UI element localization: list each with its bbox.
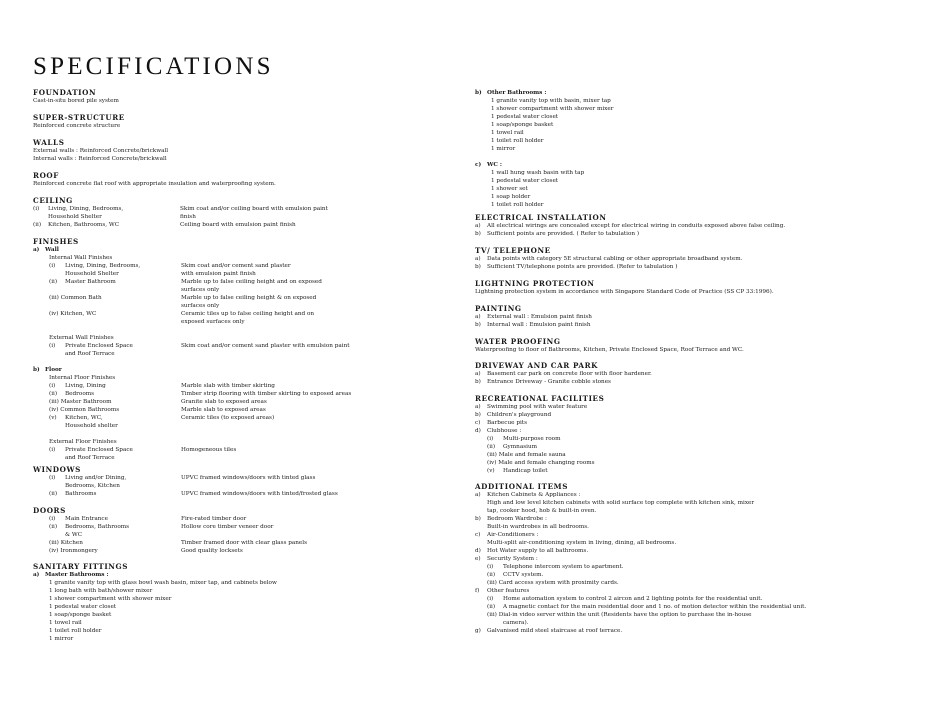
spec-line — [33, 221, 296, 229]
spec-text: 1 mirror — [491, 146, 516, 152]
spec-text: Timber strip flooring with timber skirting to exposed areas — [181, 391, 352, 397]
spec-text: (i) — [487, 596, 494, 602]
spec-line — [475, 603, 807, 611]
section-heading: WINDOWS — [33, 465, 81, 474]
spec-text: Barbecue pits — [487, 420, 527, 426]
spec-text: Bedroom Wardrobe : — [487, 516, 547, 522]
spec-line — [33, 270, 256, 278]
section-heading: FINISHES — [33, 237, 79, 246]
spec-line — [33, 587, 153, 595]
spec-text: Swimming pool with water feature — [487, 404, 588, 410]
spec-text: c) — [475, 162, 482, 168]
spec-text: Other Bathrooms : — [487, 90, 547, 96]
spec-text: (i) — [49, 383, 56, 389]
spec-text: Granite slab to exposed areas — [181, 399, 267, 405]
spec-text: 1 towel rail — [49, 620, 82, 626]
spec-text: Living, Dining, Bedrooms, — [48, 206, 124, 212]
spec-text: Home automation system to control 2 aircon and 2 lighting points for the residential unit. — [503, 596, 763, 602]
spec-text: Gymnasium — [503, 444, 537, 450]
spec-text: WC : — [487, 162, 502, 168]
spec-text: Master Bathroom — [65, 279, 116, 285]
spec-text: Master Bathrooms : — [45, 572, 109, 578]
spec-text: Ceramic tiles up to false ceiling height and on — [181, 311, 315, 317]
spec-text: (ii) — [49, 391, 58, 397]
spec-line — [475, 547, 589, 555]
spec-line — [33, 318, 245, 326]
spec-text: 1 shower set — [491, 186, 528, 192]
spec-line — [33, 302, 220, 310]
spec-text: b) — [475, 322, 481, 328]
spec-text: a) — [33, 247, 40, 253]
spec-text: UPVC framed windows/doors with tinted/frosted glass — [181, 491, 338, 497]
spec-text: Air-Conditioners : — [487, 532, 539, 538]
spec-text: Kitchen Cabinets & Appliances : — [487, 492, 581, 498]
section-heading: ELECTRICAL INSTALLATION — [475, 213, 607, 222]
spec-text: Waterproofing to floor of Bathrooms, Kitchen, Private Enclosed Space, Roof Terrace and WC. — [475, 347, 744, 353]
spec-text: & WC — [65, 532, 83, 538]
spec-text: 1 shower compartment with shower mixer — [49, 596, 172, 602]
spec-line — [475, 403, 604, 411]
spec-line — [33, 490, 338, 498]
spec-text: Private Enclosed Space — [65, 343, 133, 349]
spec-text: c) — [475, 532, 481, 538]
spec-text: Kitchen, Bathrooms, WC — [48, 222, 120, 228]
spec-text: Floor — [45, 367, 62, 373]
spec-text: and Roof Terrace — [65, 351, 115, 357]
spec-line — [33, 547, 243, 555]
spec-text: b) — [475, 412, 481, 418]
spec-text: e) — [475, 556, 481, 562]
spec-line — [33, 619, 128, 627]
spec-line — [475, 222, 786, 230]
spec-text: Marble slab with timber skirting — [181, 383, 275, 389]
spec-text: A magnetic contact for the main residential door and 1 no. of motion detector within the residential unit. — [503, 604, 807, 610]
spec-text: (ii) — [487, 604, 496, 610]
spec-text: a) — [33, 572, 40, 578]
section-electrical-installation — [475, 213, 786, 238]
sub-heading-line — [33, 366, 79, 374]
spec-line — [33, 205, 328, 213]
section-heading: WALLS — [33, 138, 65, 147]
spec-text: CCTV system. — [503, 572, 544, 578]
section-heading: SUPER-STRUCTURE — [33, 113, 125, 122]
spec-text: (ii) — [33, 222, 42, 228]
spec-line — [33, 523, 274, 531]
spec-text: Timber framed door with clear glass panels — [181, 540, 308, 546]
spec-text: Multi-purpose room — [503, 436, 561, 442]
spec-line — [475, 523, 589, 531]
page-title: SPECIFICATIONS — [33, 53, 274, 80]
spec-line — [475, 288, 774, 296]
spec-line — [475, 507, 597, 515]
spec-text: Homogeneous tiles — [181, 447, 237, 453]
spec-text: (v) — [487, 468, 495, 474]
spec-line — [33, 579, 277, 587]
spec-text: (ii) — [49, 524, 58, 530]
spec-text: (iii) Dial-in video server within the unit (Residents have the option to purchase the in-house — [487, 612, 752, 618]
section-ceiling — [33, 196, 328, 229]
spec-text: Sufficient points are provided. ( Refer to tabulation ) — [487, 231, 640, 237]
spec-line — [33, 635, 128, 643]
spec-text: UPVC framed windows/doors with tinted glass — [181, 475, 316, 481]
spec-text: External Floor Finishes — [49, 439, 117, 445]
spec-line — [33, 155, 167, 163]
spec-text: 1 granite vanity top with basin, mixer tap — [491, 98, 611, 104]
spec-text: 1 towel rail — [491, 130, 524, 136]
spec-line — [475, 411, 604, 419]
spec-text: Internal Wall Finishes — [49, 255, 113, 261]
spec-text: b) — [475, 516, 481, 522]
spec-text: b) — [475, 379, 481, 385]
spec-line — [475, 571, 568, 579]
spec-text: f) — [475, 588, 480, 594]
spec-text: (iii) Male and female sauna — [487, 452, 566, 458]
spec-text: Household shelter — [65, 423, 118, 429]
spec-text: tap, cooker hood, hob & built-in oven. — [487, 508, 597, 514]
spec-text: External walls : Reinforced Concrete/brickwall — [33, 148, 169, 154]
spec-text: Entrance Driveway - Granite cobble stones — [487, 379, 611, 385]
spec-text: a) — [475, 314, 481, 320]
spec-text: camera). — [503, 620, 529, 626]
spec-line — [475, 531, 568, 539]
section-heading: FOUNDATION — [33, 88, 97, 97]
spec-text: Private Enclosed Space — [65, 447, 133, 453]
section-tv-telephone — [475, 246, 743, 271]
section-heading: CEILING — [33, 196, 73, 205]
spec-text: exposed surfaces only — [181, 319, 245, 325]
spec-text: Lightning protection system in accordance with Singapore Standard Code of Practice (SS CP 33:1996). — [475, 289, 774, 295]
spec-line — [33, 414, 275, 422]
spec-line — [475, 378, 611, 386]
spec-line — [475, 419, 604, 427]
section-roof — [33, 171, 276, 188]
spec-line — [475, 579, 619, 587]
spec-line — [475, 370, 652, 378]
spec-text: (iii) Card access system with proximity cards. — [487, 580, 619, 586]
spec-line — [33, 474, 316, 482]
spec-text: 1 pedestal water closet — [491, 178, 559, 184]
spec-text: b) — [475, 90, 482, 96]
spec-text: 1 soap/sponge basket — [491, 122, 554, 128]
spec-text: Bedrooms — [65, 391, 95, 397]
spec-text: Telephone intercom system to apartment. — [503, 564, 624, 570]
spec-text: Reinforced concrete structure — [33, 123, 121, 129]
spec-text: (v) — [49, 415, 57, 421]
section-walls — [33, 138, 169, 163]
spec-line — [33, 531, 83, 539]
spec-text: Wall — [45, 247, 59, 253]
section-lightning-protection — [475, 279, 774, 296]
spec-text: (iii) Kitchen — [49, 540, 83, 546]
spec-text: d) — [475, 548, 481, 554]
sub-heading-line — [33, 246, 79, 254]
spec-line — [33, 180, 276, 188]
spec-text: 1 wall hung wash basin with tap — [491, 170, 585, 176]
spec-line — [475, 611, 752, 619]
spec-text: Sufficient TV/telephone points are provided. (Refer to tabulation ) — [487, 264, 678, 270]
spec-line — [475, 427, 604, 435]
spec-text: with emulsion paint finish — [181, 271, 256, 277]
spec-line — [33, 294, 317, 302]
spec-text: Skim coat and/or cement sand plaster with emulsion paint — [181, 343, 350, 349]
spec-line — [33, 122, 125, 130]
spec-line — [33, 254, 113, 262]
spec-line — [33, 342, 350, 350]
spec-text: Living and/or Dining, — [65, 475, 127, 481]
section-painting — [475, 304, 592, 329]
spec-line — [475, 459, 604, 467]
spec-text: Clubhouse : — [487, 428, 522, 434]
spec-text: Galvanised mild steel staircase at roof terrace. — [487, 628, 623, 634]
spec-line — [33, 390, 352, 398]
section-doors — [33, 506, 308, 555]
spec-text: (iv) Common Bathrooms — [49, 407, 120, 413]
spec-text: Marble slab to exposed areas — [181, 407, 266, 413]
spec-text: Skim coat and/or ceiling board with emulsion paint — [180, 206, 328, 212]
spec-line — [475, 346, 744, 354]
spec-text: (i) — [49, 343, 56, 349]
spec-text: Hollow core timber veneer door — [181, 524, 274, 530]
spec-line — [475, 451, 604, 459]
section-heading: DOORS — [33, 506, 66, 515]
spec-text: Hot Water supply to all bathrooms. — [487, 548, 589, 554]
spec-line — [33, 603, 128, 611]
spec-text: surfaces only — [181, 303, 220, 309]
spec-line — [33, 438, 117, 446]
spec-text: Cast-in-situ bored pile system — [33, 98, 119, 104]
spec-line — [475, 587, 568, 595]
spec-line — [33, 398, 267, 406]
spec-text: 1 toilet roll holder — [491, 202, 544, 208]
spec-line — [475, 563, 624, 571]
spec-line — [33, 358, 79, 366]
spec-text: c) — [475, 420, 481, 426]
spec-text: Handicap toilet — [503, 468, 548, 474]
spec-text: finish — [180, 214, 196, 220]
spec-line — [475, 555, 568, 563]
spec-text: Internal wall : Emulsion paint finish — [487, 322, 591, 328]
spec-line — [475, 595, 763, 603]
spec-text: (i) — [487, 564, 494, 570]
spec-line — [33, 539, 308, 547]
spec-text: Security System : — [487, 556, 538, 562]
spec-line — [33, 454, 115, 462]
spec-text: (iii) Master Bathroom — [49, 399, 112, 405]
spec-line — [33, 374, 116, 382]
spec-text: b) — [33, 367, 40, 373]
spec-line — [33, 627, 128, 635]
spec-text: Bathrooms — [65, 491, 97, 497]
spec-line — [475, 230, 640, 238]
spec-line — [475, 539, 677, 547]
spec-text: (iv) Ironmongery — [49, 548, 98, 554]
spec-text: 1 shower compartment with shower mixer — [491, 106, 614, 112]
spec-text: Basement car park on concrete floor with floor hardener. — [487, 371, 652, 377]
spec-text: (i) — [487, 436, 494, 442]
spec-line — [33, 611, 128, 619]
spec-text: (ii) — [49, 491, 58, 497]
spec-line — [475, 443, 604, 451]
section-sanitary-fittings — [33, 562, 277, 643]
spec-text: g) — [475, 628, 481, 634]
spec-text: All electrical wirings are concealed except for electrical wiring in conduits exposed above false ceiling. — [487, 223, 786, 229]
spec-line — [33, 286, 220, 294]
spec-text: Reinforced concrete flat roof with appropriate insulation and waterproofing system. — [33, 181, 276, 187]
spec-text: Marble up to false ceiling height & on exposed — [181, 295, 317, 301]
spec-text: Main Entrance — [65, 516, 108, 522]
spec-text: High and low level kitchen cabinets with solid surface top complete with kitchen sink, mixer — [487, 500, 755, 506]
spec-text: Children's playground — [487, 412, 552, 418]
section-additional-items — [475, 482, 807, 635]
spec-text: Fire-rated timber door — [181, 516, 247, 522]
spec-line — [475, 255, 743, 263]
spec-line — [33, 278, 322, 286]
section-water-proofing — [475, 337, 744, 354]
spec-text: surfaces only — [181, 287, 220, 293]
spec-text: Household Shelter — [48, 214, 102, 220]
spec-text: Kitchen, WC, — [65, 415, 103, 421]
spec-text: b) — [475, 264, 481, 270]
section-super-structure — [33, 114, 125, 130]
spec-text: d) — [475, 428, 481, 434]
section-driveway-and-car-park — [475, 361, 652, 386]
spec-line — [33, 334, 114, 342]
spec-text: 1 pedestal water closet — [491, 114, 559, 120]
section-heading: TV/ TELEPHONE — [475, 246, 551, 255]
spec-line — [33, 422, 118, 430]
spec-text: Built-in wardrobes in all bedrooms. — [487, 524, 589, 530]
spec-line — [33, 382, 275, 390]
spec-text: 1 toilet roll holder — [49, 628, 102, 634]
spec-line — [33, 430, 79, 438]
section-finishes — [33, 237, 352, 462]
spec-text: Other features — [487, 588, 530, 594]
spec-line — [33, 482, 120, 490]
spec-text: (iv) Kitchen, WC — [49, 311, 97, 317]
spec-text: Ceramic tiles (to exposed areas) — [181, 415, 275, 421]
spec-text: 1 pedestal water closet — [49, 604, 117, 610]
spec-text: 1 soap holder — [491, 194, 531, 200]
section-heading: SANITARY FITTINGS — [33, 562, 128, 571]
spec-line — [33, 213, 196, 221]
spec-text: a) — [475, 256, 481, 262]
spec-line — [33, 350, 115, 358]
spec-text: (i) — [33, 206, 40, 212]
section-heading: PAINTING — [475, 304, 522, 313]
spec-line — [475, 491, 581, 499]
spec-line — [475, 313, 592, 321]
spec-text: Internal walls : Reinforced Concrete/brickwall — [33, 156, 167, 162]
spec-line — [475, 619, 568, 627]
spec-text: Ceiling board with emulsion paint finish — [180, 222, 296, 228]
spec-line — [475, 467, 604, 475]
spec-text: 1 mirror — [49, 636, 74, 642]
spec-text: Internal Floor Finishes — [49, 375, 116, 381]
spec-text: Living, Dining — [65, 383, 106, 389]
spec-text: (ii) — [487, 572, 496, 578]
spec-line — [33, 406, 266, 414]
spec-text: (i) — [49, 475, 56, 481]
spec-text: a) — [475, 371, 481, 377]
sub-heading-line — [33, 571, 128, 579]
spec-line — [33, 310, 315, 318]
spec-line — [475, 627, 623, 635]
spec-text: a) — [475, 404, 481, 410]
spec-text: 1 toilet roll holder — [491, 138, 544, 144]
spec-text: b) — [475, 231, 481, 237]
spec-text: Living, Dining, Bedrooms, — [65, 263, 141, 269]
spec-text: Multi-split air-conditioning system in living, dining, all bedrooms. — [487, 540, 677, 546]
spec-text: (ii) — [487, 444, 496, 450]
spec-line — [475, 515, 568, 523]
spec-line — [33, 515, 247, 523]
spec-text: Bedrooms, Bathrooms — [65, 524, 130, 530]
section-heading: DRIVEWAY AND CAR PARK — [475, 361, 599, 370]
spec-text: (i) — [49, 263, 56, 269]
spec-line — [33, 326, 79, 334]
spec-text: (ii) — [49, 279, 58, 285]
spec-line — [33, 262, 291, 270]
spec-text: Skim coat and/or cement sand plaster — [181, 263, 291, 269]
spec-line — [33, 97, 119, 105]
section-heading: ADDITIONAL ITEMS — [475, 482, 569, 491]
spec-text: Data points with category 5E structural cabling or other appropriate broadband system. — [487, 256, 743, 262]
spec-line — [475, 435, 604, 443]
spec-text: (iv) Male and female changing rooms — [487, 460, 595, 466]
section-windows — [33, 465, 338, 498]
spec-text: 1 soap/sponge basket — [49, 612, 112, 618]
spec-text: Bedrooms, Kitchen — [65, 483, 120, 489]
spec-text: a) — [475, 492, 481, 498]
spec-text: a) — [475, 223, 481, 229]
spec-text: (i) — [49, 516, 56, 522]
section-heading: LIGHTNING PROTECTION — [475, 279, 595, 288]
section-heading: ROOF — [33, 171, 59, 180]
spec-line — [33, 595, 172, 603]
section-heading: WATER PROOFING — [475, 337, 561, 346]
spec-text: Good quality locksets — [181, 548, 243, 554]
spec-text: 1 long bath with bath/shower mixer — [49, 588, 153, 594]
spec-line — [475, 499, 755, 507]
spec-text: and Roof Terrace — [65, 455, 115, 461]
section-heading: RECREATIONAL FACILITIES — [475, 394, 605, 403]
spec-text: (iii) Common Bath — [49, 295, 102, 301]
section-recreational-facilities — [475, 395, 604, 475]
spec-text: 1 granite vanity top with glass bowl wash basin, mixer tap, and cabinets below — [49, 580, 277, 586]
section-foundation — [33, 88, 119, 105]
spec-line — [33, 147, 169, 155]
spec-text: (i) — [49, 447, 56, 453]
spec-line — [475, 321, 591, 329]
spec-text: Marble up to false ceiling height and on exposed — [181, 279, 322, 285]
spec-text: External wall : Emulsion paint finish — [487, 314, 592, 320]
spec-text: External Wall Finishes — [49, 335, 114, 341]
spec-text: Household Shelter — [65, 271, 119, 277]
spec-line — [475, 263, 678, 271]
spec-line — [33, 446, 237, 454]
